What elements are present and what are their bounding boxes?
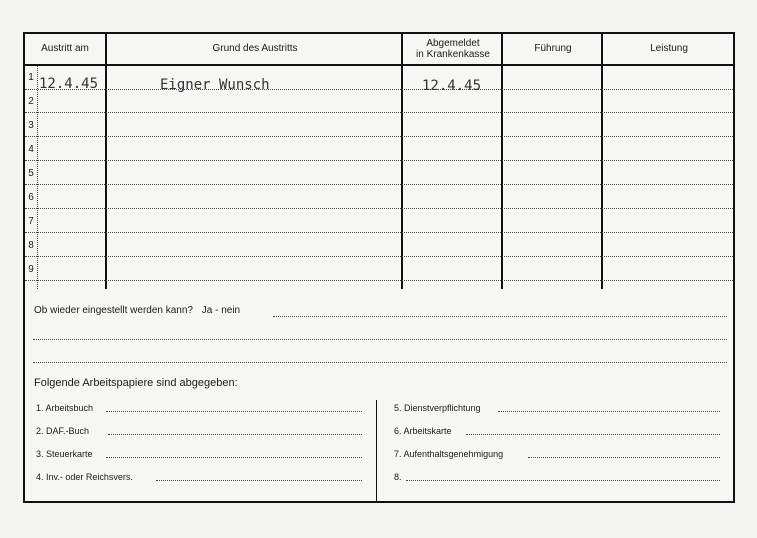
rehire-answer-line — [273, 316, 727, 317]
header-abgemeldet-line1: Abgemeldet — [426, 37, 480, 49]
paper-item-5: 5. Dienstverpflichtung — [394, 403, 481, 413]
paper-item-8-line — [406, 480, 720, 481]
paper-item-2: 2. DAF.-Buch — [36, 426, 90, 436]
header-abgemeldet — [403, 33, 503, 64]
paper-item-6-line — [466, 434, 720, 435]
header-grund — [107, 33, 403, 64]
entry-abgemeldet: 12.4.45 — [422, 78, 482, 94]
paper-item-2-line — [108, 434, 362, 435]
blank-line-1 — [33, 339, 727, 340]
paper-item-7-line — [528, 457, 720, 458]
header-divider — [23, 64, 735, 66]
form-frame — [23, 32, 735, 503]
row-number-3: 3 — [28, 120, 34, 131]
papers-divider — [376, 400, 377, 503]
paper-item-8: 8. — [394, 472, 402, 482]
entry-reason: Eigner Wunsch — [160, 77, 270, 93]
rehire-answer: Ja - nein — [201, 305, 241, 316]
row-line-8 — [25, 256, 733, 257]
row-line-9 — [25, 280, 733, 281]
rehire-question-text: Ob wieder eingestellt werden kann? — [34, 305, 193, 316]
col-divider-4 — [601, 33, 603, 289]
paper-item-3-line — [106, 457, 362, 458]
row-line-2 — [25, 112, 733, 113]
row-number-8: 8 — [28, 240, 34, 251]
blank-line-2 — [33, 362, 727, 363]
row-number-5: 5 — [28, 168, 34, 179]
row-number-4: 4 — [28, 144, 34, 155]
row-line-7 — [25, 232, 733, 233]
row-line-5 — [25, 184, 733, 185]
row-line-1 — [25, 89, 733, 90]
papers-heading: Folgende Arbeitspapiere sind abgegeben: — [34, 377, 238, 389]
row-number-6: 6 — [28, 192, 34, 203]
row-line-6 — [25, 208, 733, 209]
rehire-question — [34, 305, 240, 316]
row-line-4 — [25, 160, 733, 161]
row-number-1: 1 — [28, 72, 34, 83]
header-leistung — [603, 33, 735, 64]
row-line-3 — [25, 136, 733, 137]
row-number-2: 2 — [28, 96, 34, 107]
header-leistung-text: Leistung — [650, 43, 688, 54]
paper-item-4-line — [156, 480, 362, 481]
col-divider-2 — [401, 33, 403, 289]
paper-item-3: 3. Steuerkarte — [36, 449, 93, 459]
col-divider-3 — [501, 33, 503, 289]
header-abgemeldet-line2: in Krankenkasse — [416, 48, 490, 60]
paper-item-5-line — [498, 411, 720, 412]
row-number-7: 7 — [28, 216, 34, 227]
entry-date: 12.4.45 — [39, 76, 99, 92]
col-divider-1 — [105, 33, 107, 289]
paper-item-6: 6. Arbeitskarte — [394, 426, 452, 436]
header-fuehrung-text: Führung — [534, 43, 572, 54]
paper-item-1: 1. Arbeitsbuch — [36, 403, 94, 413]
header-grund-text: Grund des Austritts — [212, 43, 298, 54]
paper-item-7: 7. Aufenthaltsgenehmigung — [394, 449, 504, 459]
row-number-9: 9 — [28, 264, 34, 275]
header-austritt — [25, 33, 105, 64]
paper-item-1-line — [106, 411, 362, 412]
header-austritt-text: Austritt am — [41, 43, 89, 54]
header-fuehrung — [503, 33, 603, 64]
paper-item-4: 4. Inv.- oder Reichsvers. — [36, 472, 133, 482]
